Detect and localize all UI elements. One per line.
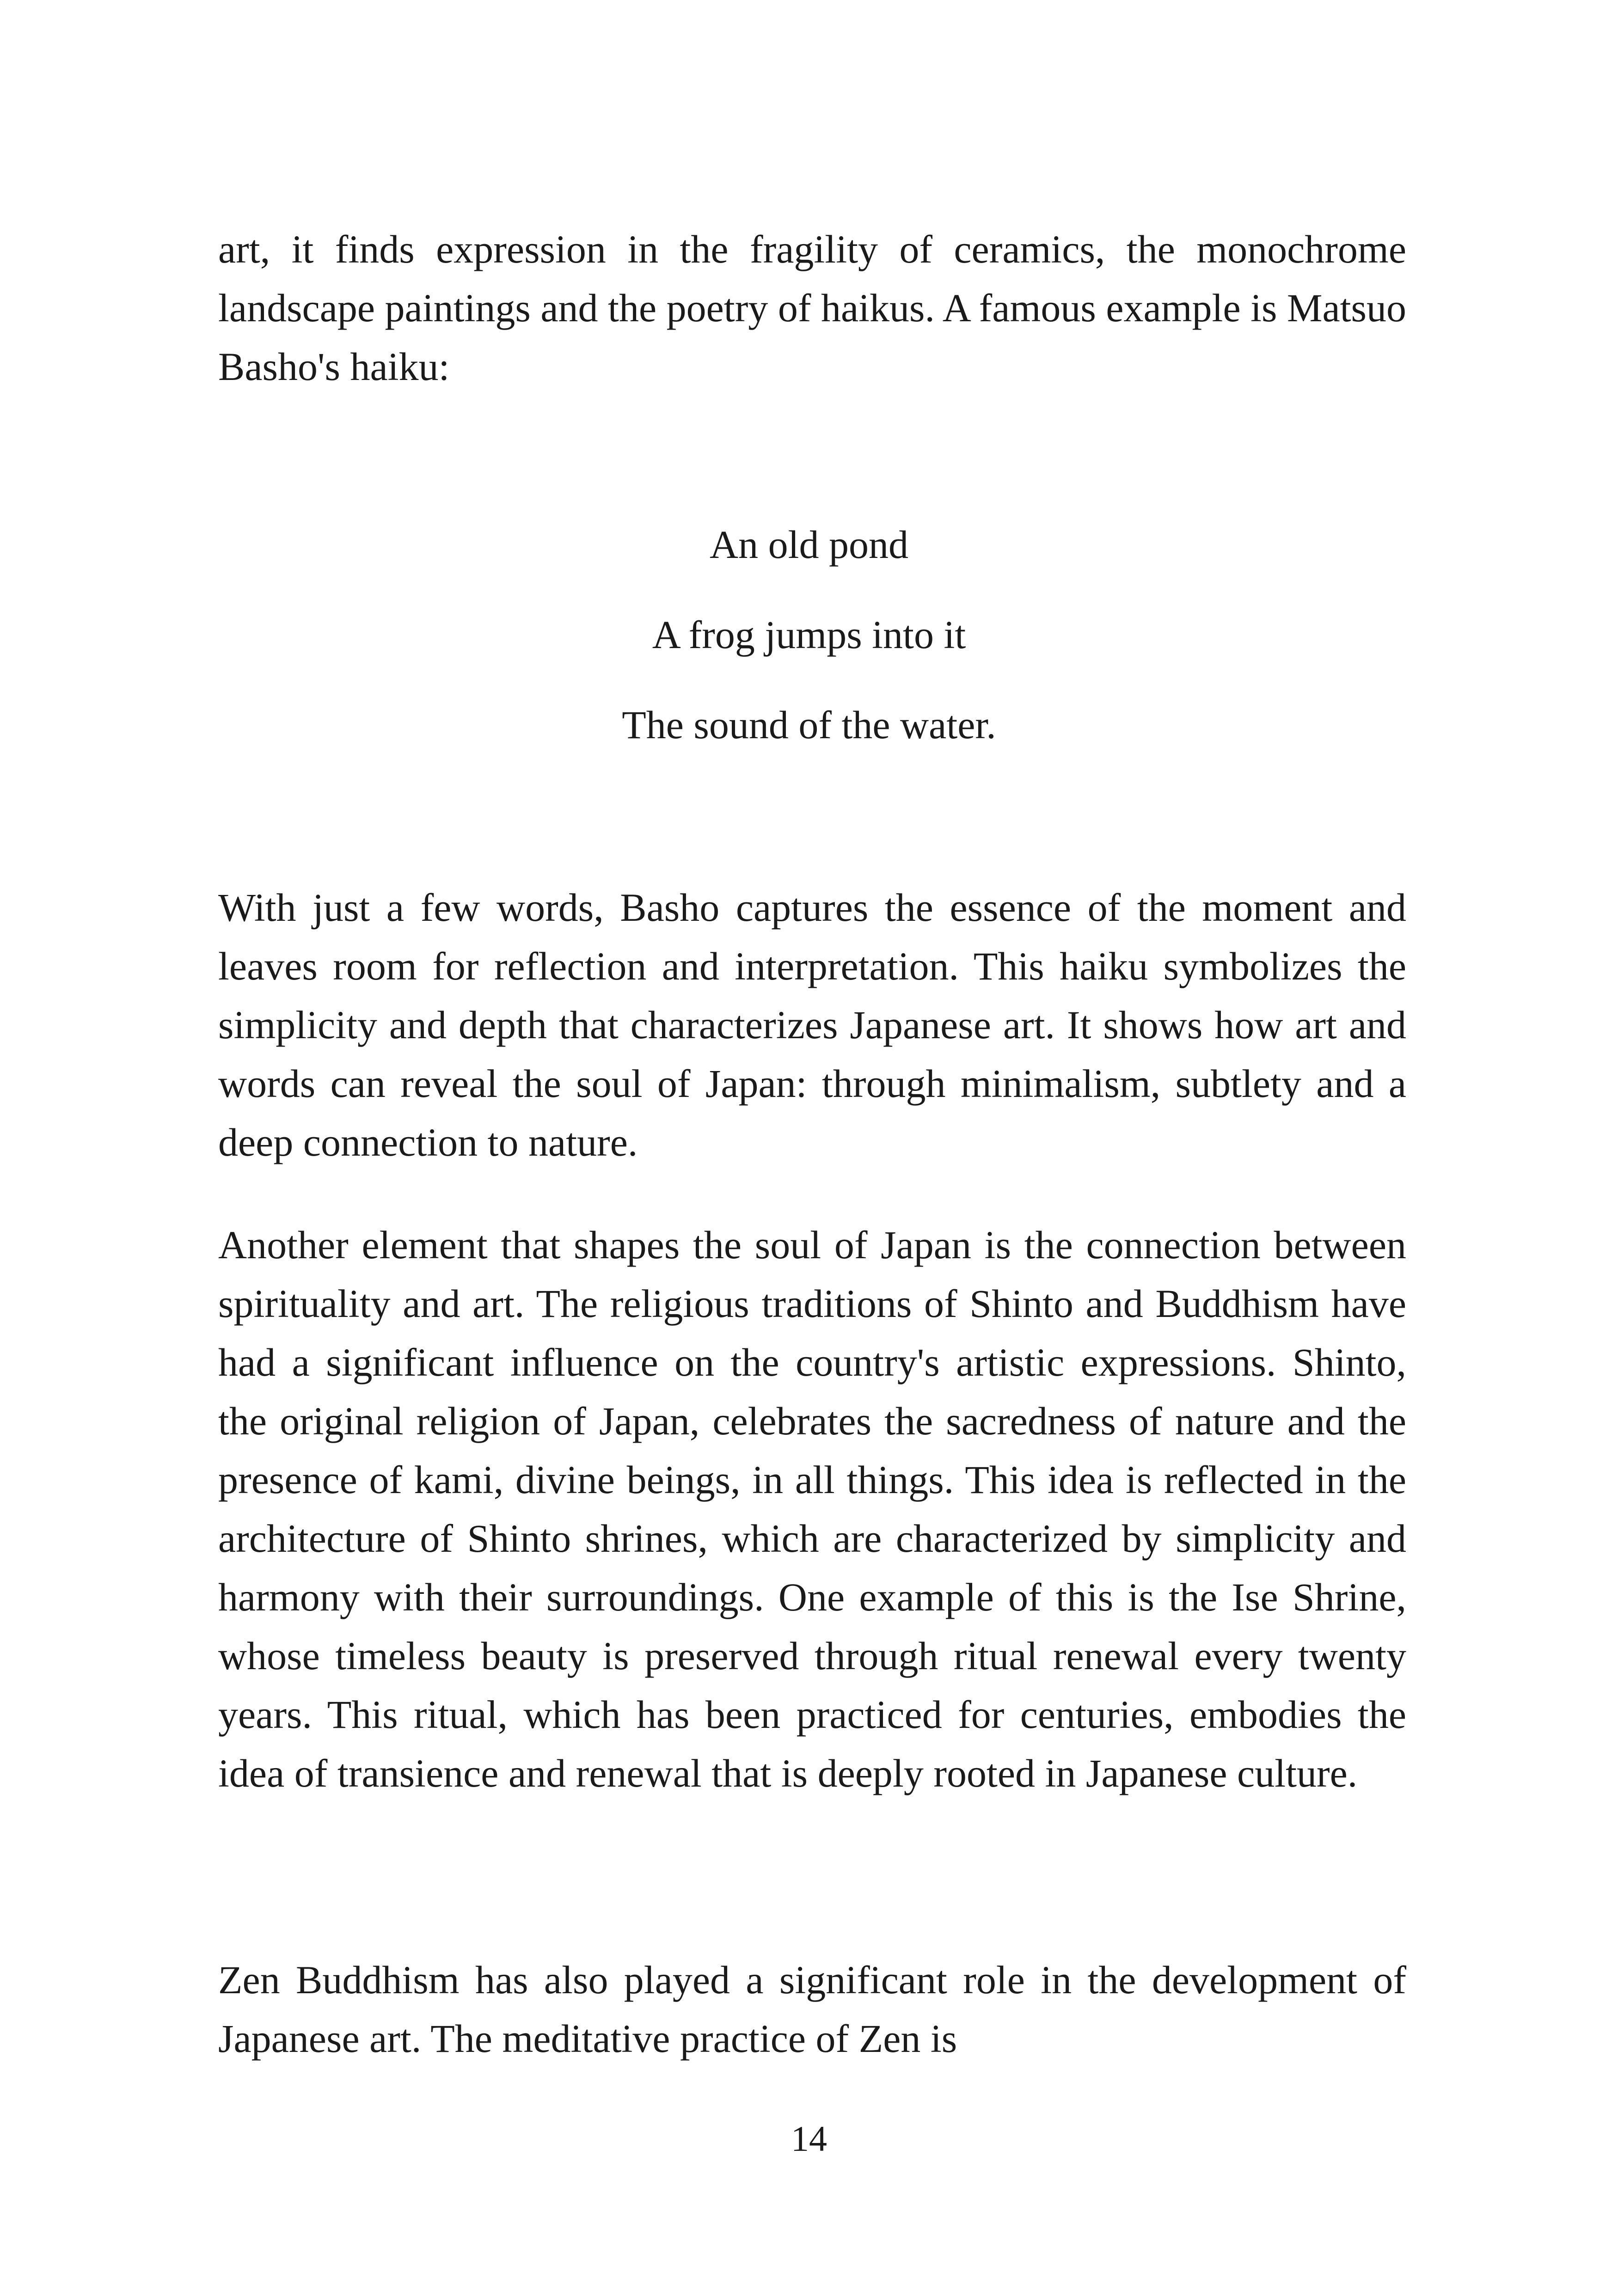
page-number: 14 (791, 2118, 827, 2159)
paragraph (218, 220, 1406, 396)
haiku-line: An old pond (710, 522, 908, 567)
paragraph-text: With just a few words, Basho captures the essence of the moment and leaves room for reflection and interpretation. This haiku symbolizes the simplicity and depth that characterizes Japanese art. It shows how art and words can reveal the soul of Japan: through minimalism, subtlety and a deep connection to nature. (218, 885, 1406, 1164)
paragraph (218, 1216, 1406, 1803)
paragraph (218, 1951, 1406, 2068)
paragraph (218, 878, 1406, 1172)
haiku-line: The sound of the water. (622, 703, 996, 747)
paragraph-text: Another element that shapes the soul of Japan is the connection between spirituality and art. The religious traditions of Shinto and Buddhism have had a significant influence on the country's artistic expressions. Shinto, the original religion of Japan, celebrates the sacredness of nature and the presence of kami, divine beings, in all things. This idea is reflected in the architecture of Shinto shrines, which are characterized by simplicity and harmony with their surroundings. One example of this is the Ise Shrine, whose timeless beauty is preserved through ritual renewal every twenty years. This ritual, which has been practiced for centuries, embodies the idea of transience and renewal that is deeply rooted in Japanese culture. (218, 1223, 1406, 1795)
paragraph-text: art, it finds expression in the fragility of ceramics, the monochrome landscape paintings and the poetry of haikus. A famous example is Matsuo Basho's haiku: (218, 227, 1406, 389)
paragraph-text: Zen Buddhism has also played a significant role in the development of Japanese art. The meditative practice of Zen is (218, 1958, 1406, 2061)
haiku-line: A frog jumps into it (652, 612, 966, 657)
